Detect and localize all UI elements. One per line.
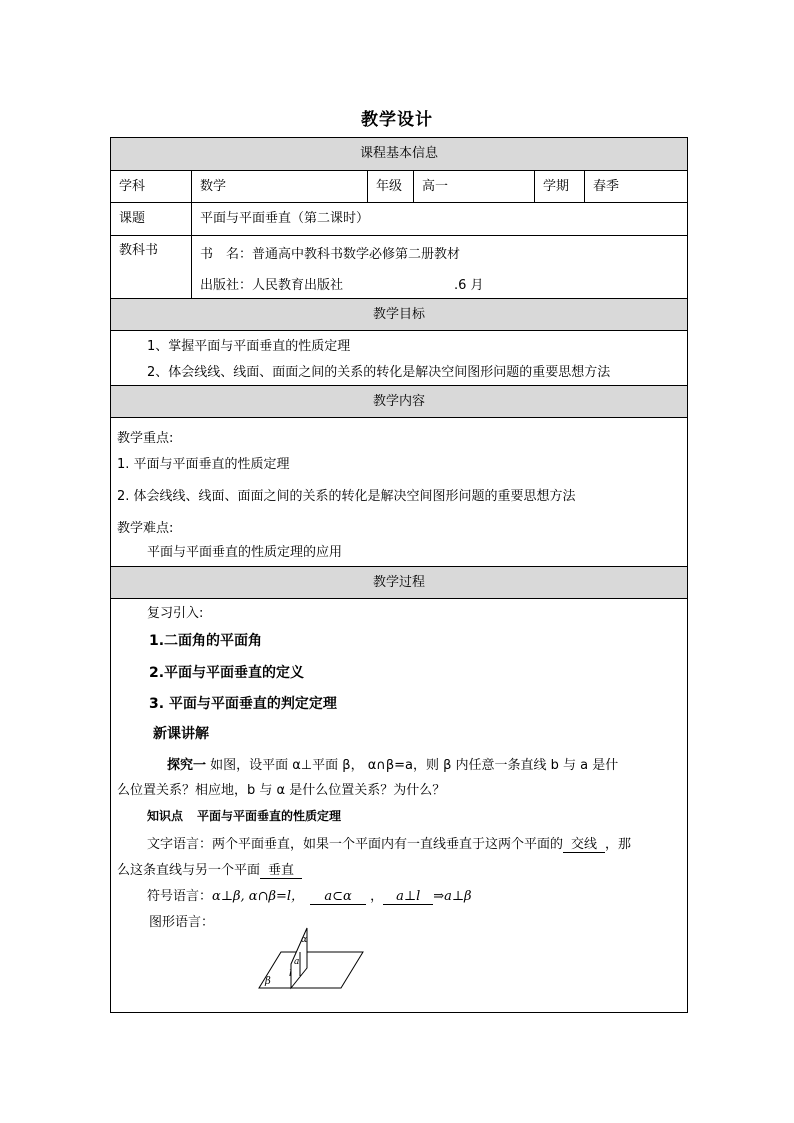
topic-row [111, 203, 687, 236]
difficulty-text: 平面与平面垂直的性质定理的应用 [147, 545, 343, 560]
document-title: 教学设计 [361, 110, 433, 130]
subject-value: 数学 [191, 171, 367, 202]
process-header: 教学过程 [111, 567, 687, 599]
explore-line-2: 么位置关系？相应地，b 与 α 是什么位置关系？为什么？ [117, 783, 446, 798]
knowledge-label: 知识点 [147, 809, 184, 823]
text-language-line2-prefix: 么这条直线与另一个平面 [117, 863, 261, 878]
textbook-label: 教科书 [119, 243, 159, 258]
objectives-header: 教学目标 [111, 299, 687, 331]
book-name-line: 书 名：普通高中教科书数学必修第二册教材 [200, 247, 461, 262]
topic-value: 平面与平面垂直（第二课时） [191, 203, 687, 235]
textbook-row [111, 236, 687, 299]
key-points-label: 教学重点: [117, 431, 174, 446]
blank-intersection: 交线 [563, 833, 605, 853]
basic-info-header: 课程基本信息 [111, 138, 687, 171]
symbol-given: α⊥β, α∩β=l， [212, 889, 305, 904]
a-label: a [294, 957, 300, 967]
textbook-value-cell [191, 236, 687, 298]
publish-month: .6 月 [454, 278, 484, 293]
text-language-suffix: ，那 [605, 837, 632, 852]
objectives-body [111, 331, 687, 386]
subject-label: 学科 [119, 179, 146, 194]
review-item-3: 3. 平面与平面垂直的判定定理 [149, 696, 337, 712]
content-header: 教学内容 [111, 386, 687, 418]
grade-value: 高一 [413, 171, 534, 202]
topic-label: 课题 [119, 211, 146, 226]
graphic-language-label: 图形语言： [149, 915, 215, 930]
explore-text-1: 如图，设平面 α⊥平面 β， α∩β=a，则 β 内任意一条直线 b 与 a 是什 [206, 758, 619, 773]
subject-grade-term-row [111, 171, 687, 203]
process-body [111, 599, 687, 1012]
key-point-2: 2. 体会线线、线面、面面之间的关系的转化是解决空间图形问题的重要思想方法 [117, 489, 576, 504]
review-item-1: 1.二面角的平面角 [149, 633, 263, 649]
plane-beta-shape [259, 952, 363, 988]
difficulty-label: 教学难点: [117, 521, 174, 536]
text-language-line-1 [147, 833, 631, 853]
review-label: 复习引入: [147, 606, 204, 621]
alpha-label: α [301, 935, 308, 945]
text-language-line-2 [117, 859, 302, 879]
term-value: 春季 [584, 171, 687, 202]
text-language-prefix: 文字语言：两个平面垂直，如果一个平面内有一直线垂直于这两个平面的 [147, 837, 564, 852]
objective-item-2: 2、体会线线、线面、面面之间的关系的转化是解决空间图形问题的重要思想方法 [147, 365, 611, 380]
review-item-2: 2.平面与平面垂直的定义 [149, 665, 305, 681]
term-label: 学期 [534, 171, 584, 202]
symbol-result: ⇒a⊥β [433, 889, 472, 904]
symbol-blank-contained: a⊂α [310, 889, 366, 905]
content-body [111, 418, 687, 567]
symbol-blank-perp: a⊥l [383, 889, 433, 905]
lesson-table [110, 137, 688, 1013]
blank-perpendicular: 垂直 [260, 859, 302, 879]
symbol-label: 符号语言： [147, 889, 213, 904]
new-lesson-title: 新课讲解 [153, 726, 209, 742]
objective-item-1: 1、掌握平面与平面垂直的性质定理 [147, 339, 351, 354]
explore-line-1 [167, 754, 618, 773]
grade-label: 年级 [367, 171, 413, 202]
l-label: l [289, 969, 292, 979]
explore-label: 探究一 [167, 758, 207, 773]
publisher-line: 出版社：人民教育出版社 [200, 278, 344, 293]
beta-label: β [265, 976, 271, 987]
key-point-1: 1. 平面与平面垂直的性质定理 [117, 457, 290, 472]
symbol-language-line: 符号语言：α⊥β, α∩β=l， a⊂α ， a⊥l ⇒a⊥β [147, 889, 472, 904]
knowledge-title: 平面与平面垂直的性质定理 [197, 809, 342, 823]
knowledge-point-line [147, 807, 341, 824]
perpendicular-planes-figure [251, 924, 371, 1004]
